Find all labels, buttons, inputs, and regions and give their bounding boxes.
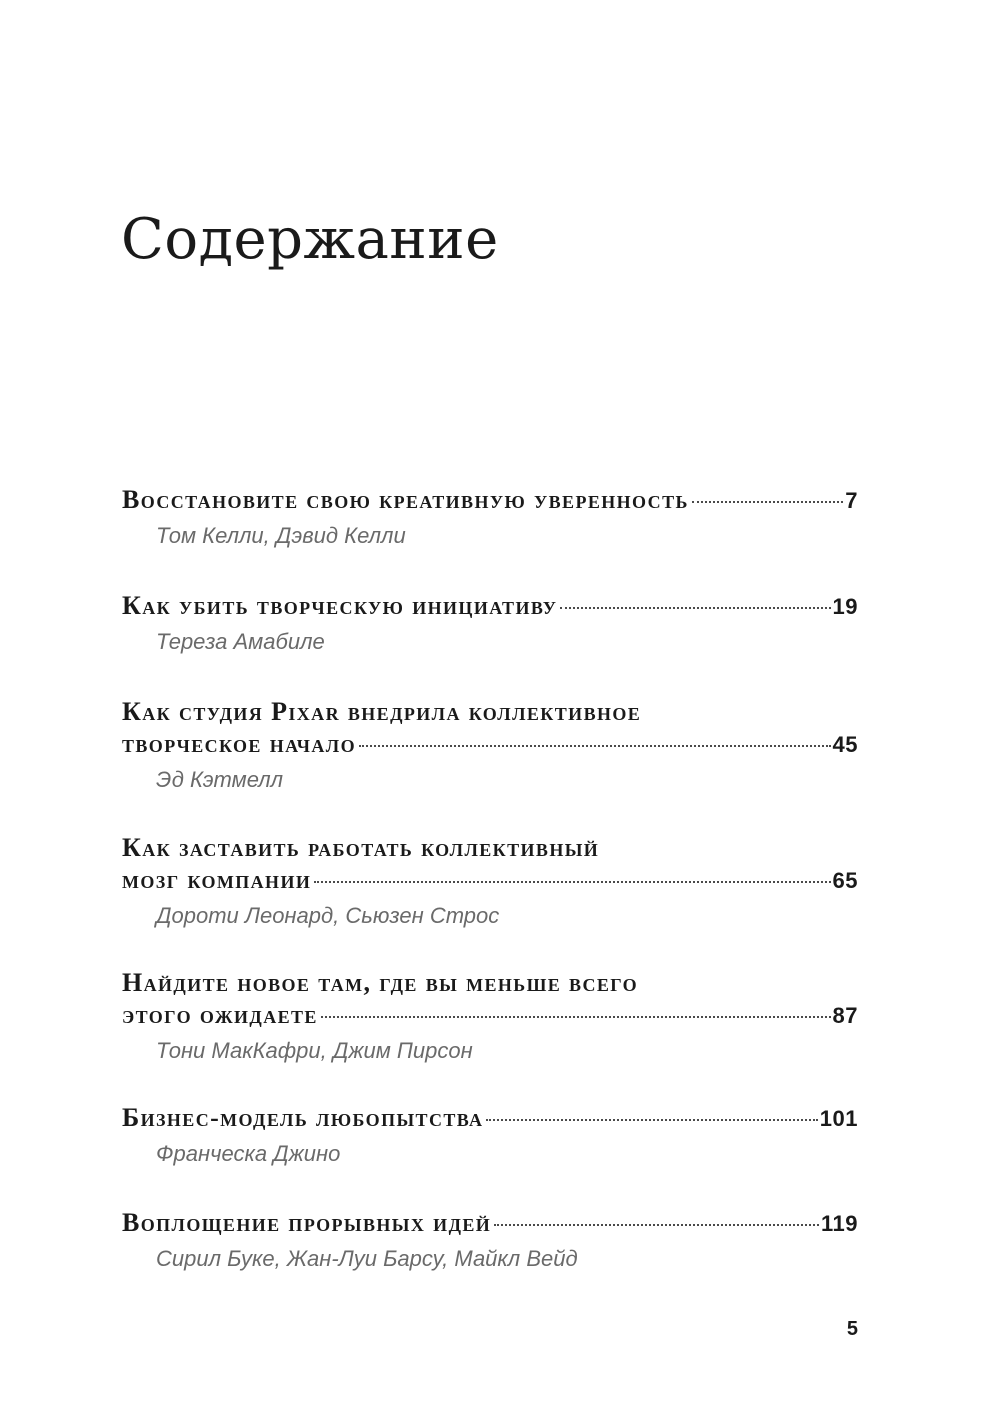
toc-entry-title: Воплощение прорывных идей [122, 1208, 492, 1237]
toc-entry-title-line [122, 864, 858, 897]
toc-entry-title-line [122, 1207, 858, 1240]
toc-entry-page: 45 [832, 732, 858, 757]
toc-entry-page: 19 [832, 594, 858, 619]
toc-entry-title-line [122, 999, 858, 1032]
dot-leader [314, 881, 830, 883]
toc-entry-title: Бизнес-модель любопытства [122, 1103, 484, 1132]
toc-entry-page: 87 [832, 1003, 858, 1028]
toc-entry[interactable] [122, 967, 858, 1066]
toc-entry-authors: Эд Кэтмелл [156, 767, 284, 792]
toc-entry-title-line [122, 728, 858, 761]
dot-leader [560, 607, 830, 609]
dot-leader [692, 501, 843, 503]
toc-entry-title-line: Как студия Pixar внедрила коллективное [122, 697, 642, 726]
toc-entry-page: 65 [832, 868, 858, 893]
dot-leader [359, 745, 830, 747]
toc-entry-authors: Сирил Буке, Жан-Луи Барсу, Майкл Вейд [156, 1246, 578, 1271]
toc-entry-page: 101 [819, 1106, 858, 1131]
toc-entry[interactable] [122, 696, 858, 795]
toc-entry-authors: Франческа Джино [156, 1141, 341, 1166]
toc-entry[interactable] [122, 832, 858, 931]
toc-entry-title: творческое начало [122, 729, 357, 758]
dot-leader [486, 1119, 817, 1121]
toc-entry-authors: Тони МакКафри, Джим Пирсон [156, 1038, 473, 1063]
toc-entry-title-line [122, 484, 858, 517]
toc-entry-title: Как убить творческую инициативу [122, 591, 558, 620]
toc-entry-title: этого ожидаете [122, 1000, 318, 1029]
toc-entry-authors: Дороти Леонард, Сьюзен Строс [156, 903, 500, 928]
toc-entry-title-line: Как заставить работать коллективный [122, 833, 600, 862]
toc-entry-title-line [122, 590, 858, 623]
page-title: Содержание [121, 207, 499, 272]
toc-entry-title: Восстановите свою креативную уверенность [122, 485, 689, 514]
page-number: 5 [846, 1318, 858, 1340]
toc-entry[interactable] [122, 484, 858, 551]
toc-entry-page: 7 [845, 488, 858, 513]
toc-entry[interactable] [122, 1207, 858, 1274]
toc-entry-title-line: Найдите новое там, где вы меньше всего [122, 968, 639, 997]
dot-leader [494, 1224, 819, 1226]
toc-entry-authors: Том Келли, Дэвид Келли [156, 523, 406, 548]
toc-entry-title: мозг компании [122, 865, 312, 894]
toc-entry[interactable] [122, 590, 858, 657]
toc-entry-authors: Тереза Амабиле [156, 629, 325, 654]
toc-entry[interactable] [122, 1102, 858, 1169]
toc-entry-page: 119 [821, 1211, 858, 1236]
dot-leader [321, 1016, 831, 1018]
toc-entry-title-line [122, 1102, 858, 1135]
